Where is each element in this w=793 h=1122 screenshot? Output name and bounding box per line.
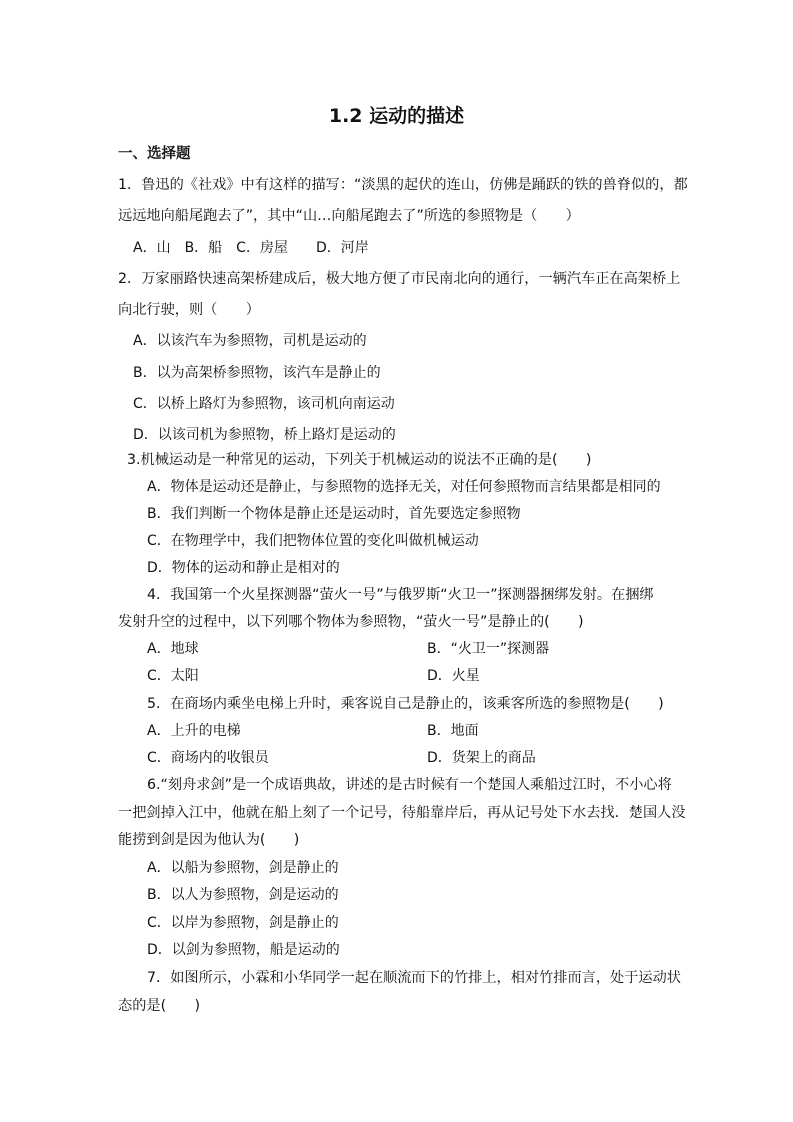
q3-option-c: C．在物理学中，我们把物体位置的变化叫做机械运动 xyxy=(147,533,479,549)
q4-option-d: D．火星 xyxy=(427,668,480,684)
q2-option-c: C．以桥上路灯为参照物，该司机向南运动 xyxy=(133,396,395,412)
q2-option-a: A．以该汽车为参照物，司机是运动的 xyxy=(133,333,367,349)
q1-options: A．山 B．船 C．房屋 D．河岸 xyxy=(133,240,369,256)
q4-option-a: A．地球 xyxy=(147,641,199,657)
q5-option-c: C．商场内的收银员 xyxy=(147,750,269,766)
q2-stem-line2: 向北行驶，则（ ） xyxy=(118,302,260,318)
q2-stem-line1: 2．万家丽路快速高架桥建成后，极大地方便了市民南北向的通行，一辆汽车正在高架桥上 xyxy=(118,271,681,287)
q6-stem-line3: 能捞到剑是因为他认为( ) xyxy=(118,832,300,848)
q6-option-b: B．以人为参照物，剑是运动的 xyxy=(147,887,339,903)
q4-stem-line2: 发射升空的过程中，以下列哪个物体为参照物，“萤火一号”是静止的( ) xyxy=(118,614,584,630)
page-title: 1.2 运动的描述 xyxy=(328,105,465,127)
q5-option-a: A．上升的电梯 xyxy=(147,723,241,739)
q3-option-a: A．物体是运动还是静止，与参照物的选择无关，对任何参照物而言结果都是相同的 xyxy=(147,479,661,495)
q6-option-d: D．以剑为参照物，船是运动的 xyxy=(147,942,340,958)
section-heading: 一、选择题 xyxy=(118,146,191,162)
q6-stem-line2: 一把剑掉入江中，他就在船上刻了一个记号，待船靠岸后，再从记号处下水去找．楚国人没 xyxy=(118,805,686,821)
q2-option-d: D．以该司机为参照物，桥上路灯是运动的 xyxy=(133,427,396,443)
q4-option-c: C．太阳 xyxy=(147,668,199,684)
q4-option-b: B．“火卫一”探测器 xyxy=(427,641,550,657)
q6-stem-line1: 6.“刻舟求剑”是一个成语典故，讲述的是古时候有一个楚国人乘船过江时，不小心将 xyxy=(147,777,672,793)
q4-stem-line1: 4．我国第一个火星探测器“萤火一号”与俄罗斯“火卫一”探测器捆绑发射。在捆绑 xyxy=(147,587,654,603)
q3-option-d: D．物体的运动和静止是相对的 xyxy=(147,560,340,576)
q1-stem-line2: 远远地向船尾跑去了”，其中“山…向船尾跑去了”所选的参照物是（ ） xyxy=(118,208,580,224)
q1-stem-line1: 1．鲁迅的《社戏》中有这样的描写：“淡黑的起伏的连山，仿佛是踊跃的铁的兽脊似的，都 xyxy=(118,177,688,193)
q6-option-a: A．以船为参照物，剑是静止的 xyxy=(147,860,339,876)
q7-stem-line2: 态的是( ) xyxy=(118,998,201,1014)
q3-option-b: B．我们判断一个物体是静止还是运动时，首先要选定参照物 xyxy=(147,506,521,522)
q5-option-d: D．货架上的商品 xyxy=(427,750,536,766)
q5-stem-line1: 5．在商场内乘坐电梯上升时，乘客说自己是静止的，该乘客所选的参照物是( ) xyxy=(147,696,664,712)
q6-option-c: C．以岸为参照物，剑是静止的 xyxy=(147,915,339,931)
q7-stem-line1: 7．如图所示，小霖和小华同学一起在顺流而下的竹排上，相对竹排而言，处于运动状 xyxy=(147,970,681,986)
q2-option-b: B．以为高架桥参照物，该汽车是静止的 xyxy=(133,365,381,381)
q5-option-b: B．地面 xyxy=(427,723,479,739)
q3-stem-line1: 3.机械运动是一种常见的运动，下列关于机械运动的说法不正确的是( ) xyxy=(127,452,592,468)
